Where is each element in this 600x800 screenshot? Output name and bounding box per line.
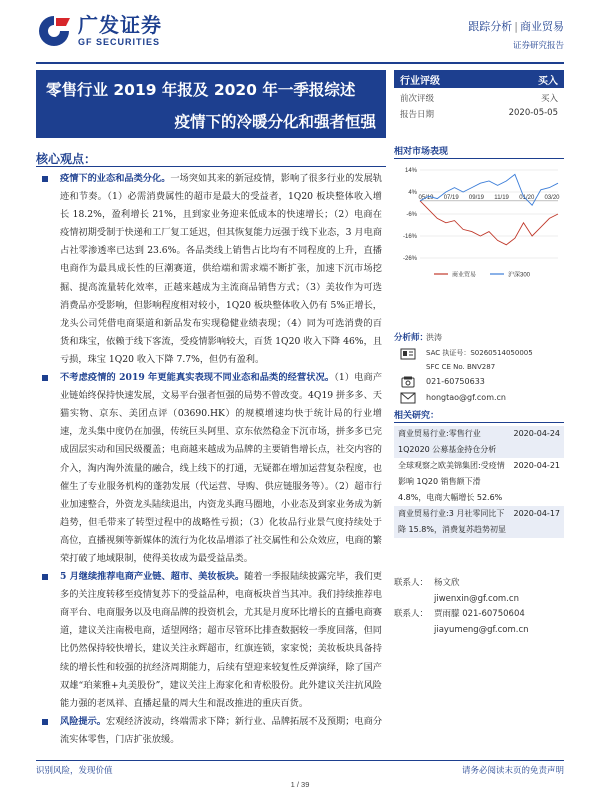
x-tick-label: 01/20 (519, 194, 535, 201)
contact-name: 杨文欣 (434, 578, 460, 588)
page-header (0, 0, 600, 62)
y-tick-label: 14% (404, 168, 417, 174)
legend-label: 商业贸易 (452, 272, 477, 279)
analyst-name: 洪涛 (426, 333, 442, 342)
bullet-icon (42, 574, 48, 580)
report-type-separator: | (514, 20, 518, 33)
contact-row (394, 623, 564, 639)
market-performance-title: 相对市场表现 (394, 147, 449, 157)
analyst-email[interactable]: hongtao@gf.com.cn (426, 393, 506, 402)
contact-email[interactable]: jiayumeng@gf.com.cn (434, 624, 529, 635)
report-subtitle: 疫情下的冷暖分化和强者恒强 (174, 113, 376, 131)
series-line-commerce-trade (420, 201, 558, 245)
report-type-block (468, 18, 564, 51)
report-date-row (394, 104, 564, 120)
industry-rating-header (394, 70, 564, 88)
analyst-email-row (394, 390, 564, 406)
related-research-date: 2020-04-21 (513, 461, 560, 470)
logo-english-name: GF SECURITIES (78, 37, 161, 47)
contact-email[interactable]: jiwenxin@gf.com.cn (434, 593, 519, 604)
y-tick-label: 4% (408, 190, 417, 196)
analyst-block (394, 330, 564, 406)
core-view-body (40, 170, 382, 749)
x-tick-label: 09/19 (468, 194, 484, 201)
logo (36, 14, 162, 48)
bullet-icon (42, 719, 48, 725)
x-tick-label: 03/20 (544, 194, 560, 201)
y-tick-label: -6% (406, 212, 417, 218)
contact-label: 联系人： (394, 578, 429, 588)
relative-performance-chart (394, 162, 564, 292)
previous-rating-row (394, 88, 564, 104)
related-research-title: 相关研究： (394, 411, 440, 421)
core-view-title: 核心观点： (36, 152, 97, 166)
analyst-row (394, 330, 564, 346)
related-research-date: 2020-04-24 (513, 429, 560, 438)
analyst-sfc-number: SFC CE No. BNV287 (426, 363, 496, 371)
core-point-text: 一场突如其来的新冠疫情，影响了很多行业的发展轨迹和节奏。（1）必需消费属性的超市是最大的受益者，1Q20 板块整体收入增长 18.2%，盈利增长 21%，且到家业务迎来低成本的快速增长；（2）电商在疫情初期受制于快递和工厂复工延迟，但其恢复能力远强于线下业态，3 月电商占社零渗透率已达到 23.6%。各品类线上销售占比均有不同程度的上升，直播电商作为最具成长性的巨潮赛道，供给端和需求端不断扩张，加速下沉市场挖掘、提高流量转化效率，正越来越成为主流商品销售方式；（3）美妆作为可选消费品亦受影响，但影响程度相对较小，1Q20 板块整体收入仍有 5%正增长，龙头公司凭借电商渠道和新品发布实现稳健业绩表现；（4）同为可选消费的百货和珠宝，依赖于线下客流，受疫情影响较大，百货 1Q20 收入下降 46%，且亏损，珠宝 1Q20 收入下降 7.7%，但仍有盈利。 (60, 173, 383, 365)
email-icon (400, 392, 416, 404)
related-research-item[interactable] (394, 506, 564, 538)
related-research-divider (394, 422, 564, 423)
bullet-icon (42, 375, 48, 381)
title-banner (36, 70, 386, 138)
id-card-icon (400, 348, 416, 360)
related-research-item[interactable] (394, 426, 564, 458)
core-view-divider (36, 166, 386, 167)
analyst-phone: 021-60750633 (426, 377, 485, 386)
related-research-date: 2020-04-17 (513, 509, 560, 518)
core-point-lead: 疫情下的业态和品类分化。 (60, 173, 171, 184)
phone-icon (400, 376, 416, 388)
analyst-label: 分析师： (394, 333, 429, 343)
y-tick-label: -16% (402, 234, 417, 240)
rating-panel (394, 70, 564, 120)
logo-chinese-name: 广发证券 (78, 13, 162, 37)
core-point-text: 随着一季报陆续披露完毕，我们更多的关注度转移至疫情复苏下的受益品种，电商板块首当其冲。我们持续推荐电商平台、电商服务以及电商品牌的投资机会，尤其是月度环比增长的直播电商赛道，建议关注南极电商，适望网络；超市尽管环比排查数据较一季度回落，但同比仍然保持较快增长，建议关注永辉超市，红旗连锁，家家悦；美妆板块具备持续的增长性和较强的抗经济周期能力，后续有望迎来较复性反弹演绎，除了国产双雄“珀莱雅+丸美股份”，建议关注上海家化和青松股份。此外建议关注抗风险能力强的老凤祥、直播起量的周大生和混改推进的重庆百货。 (60, 571, 382, 709)
related-research-title-text: 全球观察之欧美锦集团:受疫情影响 1Q20 销售额下滑4.8%，电商大幅增长 52.6% (398, 461, 505, 502)
industry-label: 商业贸易 (520, 20, 564, 33)
related-research-item[interactable] (394, 458, 564, 506)
report-date-value: 2020-05-05 (508, 108, 558, 118)
x-tick-label: 11/19 (494, 194, 509, 201)
report-title: 零售行业 2019 年报及 2020 年一季报综述 (46, 81, 356, 99)
x-tick-label: 05/19 (418, 194, 434, 201)
core-point-text: （1）电商产业链始终保持快速发展，文易平台强者恒强的局势不曾改变。4Q19 拼多多、天猫实物、京东、美团点评（03690.HK）的规模增速均快于统计局的行业增速，龙头集中度仍在加强，传统巨头阿里、京东依然稳金下沉市场，拼多多已完成固层实动和国民级覆盖；电商越来越成为品牌的主要销售增长点，社交内容的介入，淘内淘外流量的融合，线上线下的打通，无疑都在增加运营复杂程度，也催生了专业服务机构的蓬勃发展（代运营、导购、供应链服务等）。（2）超市行业加速整合，外资龙头陆续退出，内资龙头跑马圈地，小业态及到家业务成为新趋势，但毛带来了转型过程中的战略性亏损；（3）化妆品行业景气度持续处于高位，直播视频等新媒体的流行为化妆品增添了社交属性和公众效应，电商的繁荣打破了地域限制，使得美妆成为最受益品类。 (60, 372, 383, 564)
core-point (40, 568, 382, 713)
related-research-title-text: 商业贸易行业:零售行业1Q2020 公募基金持仓分析 (398, 429, 497, 454)
report-date-label: 报告日期 (400, 110, 435, 120)
footer-disclaimer-note: 请务必阅读末页的免责声明 (461, 766, 564, 776)
footer-divider (36, 760, 564, 761)
page-number: 1 / 39 (290, 780, 310, 789)
analyst-phone-row (394, 374, 564, 390)
analyst-sac-number: SAC 执证号：S0260514050005 (426, 349, 533, 357)
y-tick-label: -26% (402, 256, 417, 262)
bullet-icon (42, 176, 48, 182)
contact-name: 贾雨朦 021-60750604 (434, 609, 525, 619)
header-divider (36, 62, 564, 64)
report-category: 证券研究报告 (512, 41, 564, 51)
core-point (40, 170, 382, 369)
contact-block (394, 576, 564, 638)
previous-rating-value: 买入 (540, 94, 558, 104)
x-tick-label: 07/19 (443, 194, 459, 201)
contact-row (394, 576, 564, 592)
core-point (40, 369, 382, 568)
core-point-lead: 不考虑疫情的 2019 年更能真实表现不同业态和品类的经营状况。 (60, 372, 335, 384)
core-point-lead: 5 月继续推荐电商产业链、超市、美妆板块。 (60, 571, 245, 583)
industry-rating-label: 行业评级 (400, 75, 440, 87)
footer-slogan: 识别风险，发现价值 (36, 766, 113, 776)
core-point-lead: 风险提示。 (60, 715, 107, 727)
contact-label: 联系人： (394, 609, 429, 619)
gf-logo-icon (36, 14, 72, 48)
contact-row (394, 607, 564, 623)
analyst-id-row (394, 346, 564, 360)
related-research-title-text: 商业贸易行业:3 月社零同比下降 15.8%，消费复苏趋势初显 (398, 509, 506, 534)
industry-rating-value: 买入 (538, 75, 558, 87)
market-performance-divider (394, 158, 564, 159)
contact-row (394, 592, 564, 608)
legend-label: 沪深300 (508, 272, 531, 279)
analyst-sfc-row (394, 360, 564, 374)
related-research-list (394, 426, 564, 538)
core-point-text: 宏观经济波动，终端需求下降；新行业、品牌拓展不及预期；电商分流实体零售，门店扩张放缓。 (60, 715, 383, 745)
previous-rating-label: 前次评级 (400, 94, 435, 104)
report-type-label: 跟踪分析 (468, 20, 513, 33)
core-point (40, 713, 382, 749)
